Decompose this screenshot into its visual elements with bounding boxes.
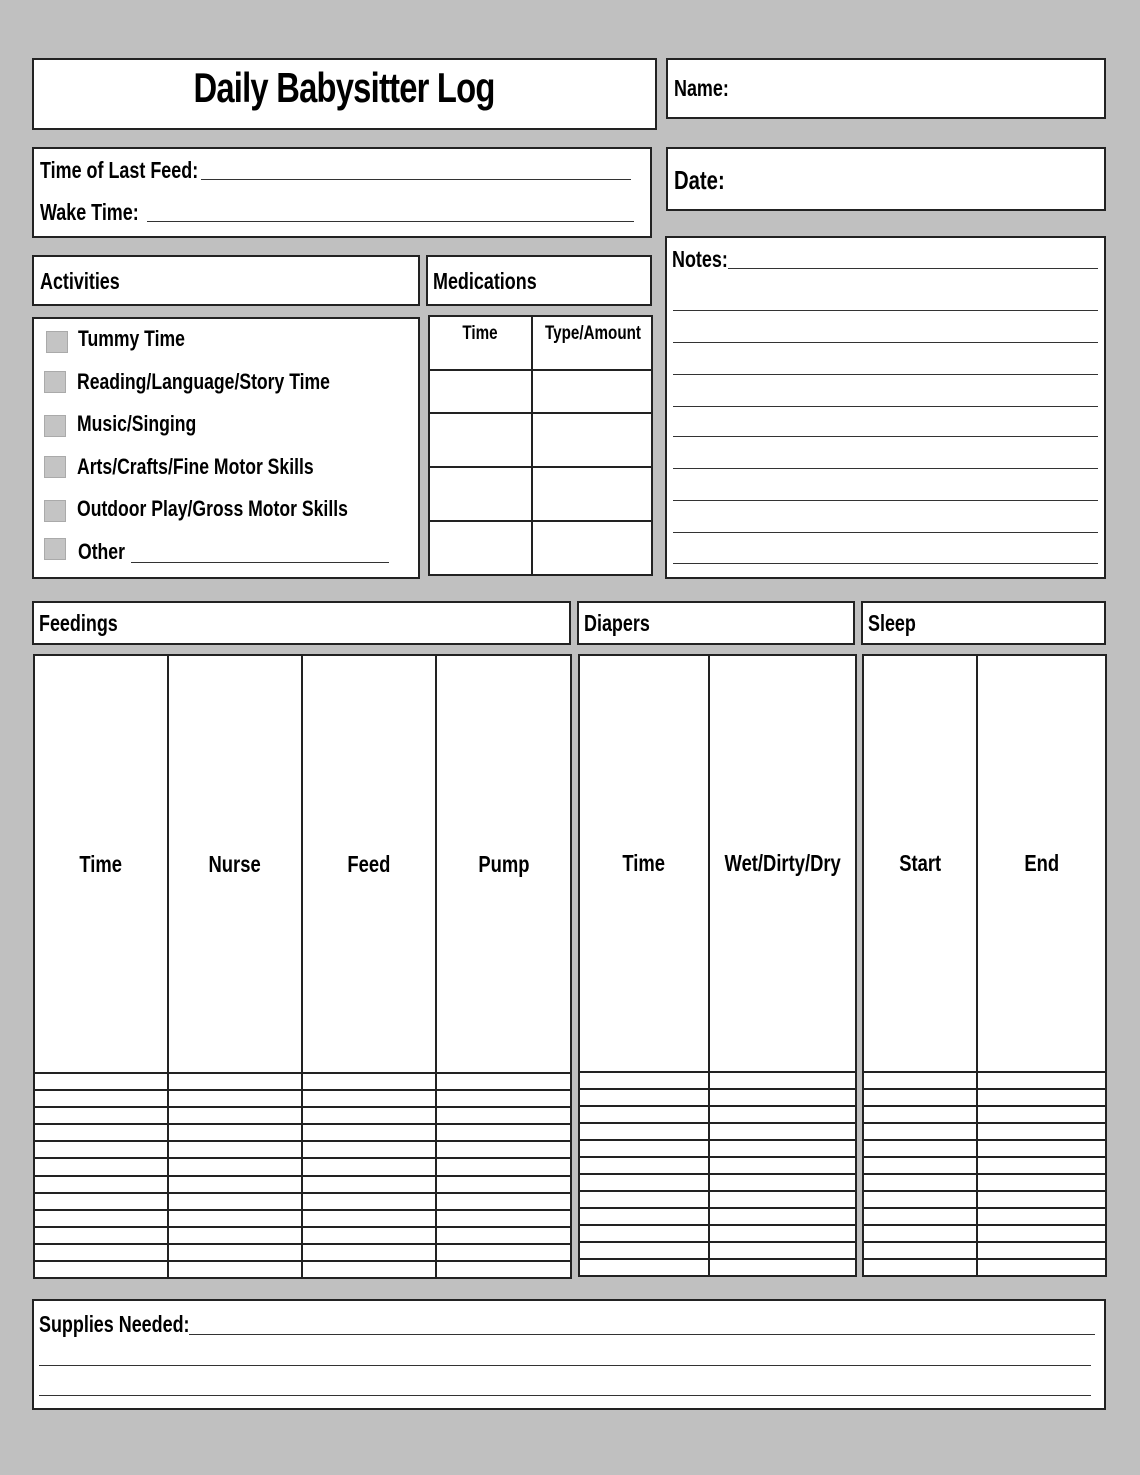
activity-label: Reading/Language/Story Time bbox=[77, 369, 330, 394]
medications-heading-box bbox=[426, 255, 652, 306]
sleep-table bbox=[862, 654, 1107, 1277]
feedings-cell[interactable] bbox=[34, 1227, 168, 1244]
feedings-cell[interactable] bbox=[34, 1158, 168, 1175]
activity-checkbox[interactable] bbox=[44, 500, 66, 522]
notes-line[interactable] bbox=[673, 563, 1098, 564]
diapers-cell[interactable] bbox=[709, 1106, 856, 1123]
sleep-row bbox=[863, 1174, 1106, 1191]
diapers-heading: Diapers bbox=[584, 610, 650, 636]
sleep-row bbox=[863, 1242, 1106, 1259]
sleep-cell[interactable] bbox=[863, 1225, 977, 1242]
supplies-line[interactable] bbox=[189, 1334, 1095, 1335]
notes-line[interactable] bbox=[673, 310, 1098, 311]
sleep-cell[interactable] bbox=[977, 1072, 1106, 1089]
activity-checkbox[interactable] bbox=[44, 371, 66, 393]
feedings-cell[interactable] bbox=[302, 1107, 436, 1124]
sleep-cell[interactable] bbox=[977, 1259, 1106, 1276]
notes-line[interactable] bbox=[728, 268, 1098, 269]
notes-line[interactable] bbox=[673, 374, 1098, 375]
feedings-cell[interactable] bbox=[168, 1141, 302, 1158]
feedings-column-header: Time bbox=[34, 655, 168, 1073]
feedings-row bbox=[34, 1124, 571, 1141]
diapers-row bbox=[579, 1225, 856, 1242]
feedings-cell[interactable] bbox=[168, 1124, 302, 1141]
feedings-row bbox=[34, 1107, 571, 1124]
sleep-cell[interactable] bbox=[977, 1140, 1106, 1157]
diapers-column-header: Time bbox=[579, 655, 709, 1072]
diapers-row bbox=[579, 1174, 856, 1191]
sleep-column-header: Start bbox=[863, 655, 977, 1072]
diapers-cell[interactable] bbox=[579, 1242, 709, 1259]
feedings-cell[interactable] bbox=[302, 1210, 436, 1227]
diapers-cell[interactable] bbox=[709, 1174, 856, 1191]
medications-heading: Medications bbox=[433, 268, 537, 294]
diapers-cell[interactable] bbox=[579, 1123, 709, 1140]
sleep-cell[interactable] bbox=[863, 1157, 977, 1174]
feedings-column-header: Nurse bbox=[168, 655, 302, 1073]
feedings-cell[interactable] bbox=[302, 1193, 436, 1210]
feedings-cell[interactable] bbox=[302, 1244, 436, 1261]
diapers-cell[interactable] bbox=[709, 1208, 856, 1225]
sleep-row bbox=[863, 1259, 1106, 1276]
sleep-column-header: End bbox=[977, 655, 1106, 1072]
supplies-line[interactable] bbox=[39, 1365, 1091, 1366]
diapers-cell[interactable] bbox=[579, 1191, 709, 1208]
medications-cell[interactable] bbox=[532, 467, 652, 521]
medications-column-header: Type/Amount bbox=[532, 316, 652, 370]
notes-box bbox=[665, 236, 1106, 579]
notes-line[interactable] bbox=[673, 468, 1098, 469]
sleep-row bbox=[863, 1225, 1106, 1242]
activity-label: Music/Singing bbox=[77, 411, 197, 436]
feedings-cell[interactable] bbox=[168, 1073, 302, 1090]
other-activity-line[interactable] bbox=[131, 562, 389, 563]
notes-line[interactable] bbox=[673, 406, 1098, 407]
diapers-cell[interactable] bbox=[709, 1072, 856, 1089]
feedings-cell[interactable] bbox=[34, 1210, 168, 1227]
diapers-cell[interactable] bbox=[709, 1140, 856, 1157]
feedings-column-header: Feed bbox=[302, 655, 436, 1073]
sleep-row bbox=[863, 1123, 1106, 1140]
diapers-row bbox=[579, 1140, 856, 1157]
diapers-cell[interactable] bbox=[579, 1089, 709, 1106]
feedings-cell[interactable] bbox=[436, 1107, 571, 1124]
activity-label: Other bbox=[78, 539, 125, 564]
sleep-cell[interactable] bbox=[977, 1242, 1106, 1259]
medications-column-header: Time bbox=[429, 316, 532, 370]
diapers-cell[interactable] bbox=[709, 1089, 856, 1106]
diapers-cell[interactable] bbox=[709, 1123, 856, 1140]
medications-cell[interactable] bbox=[429, 413, 532, 467]
feedings-cell[interactable] bbox=[436, 1158, 571, 1175]
feedings-cell[interactable] bbox=[436, 1141, 571, 1158]
sleep-cell[interactable] bbox=[863, 1174, 977, 1191]
sleep-heading-box bbox=[861, 601, 1106, 645]
feedings-cell[interactable] bbox=[168, 1193, 302, 1210]
feedings-row bbox=[34, 1090, 571, 1107]
feedings-cell[interactable] bbox=[302, 1176, 436, 1193]
sleep-cell[interactable] bbox=[863, 1208, 977, 1225]
feedings-cell[interactable] bbox=[436, 1210, 571, 1227]
feedings-row bbox=[34, 1227, 571, 1244]
wake-time-label: Wake Time: bbox=[40, 199, 139, 225]
feedings-row bbox=[34, 1176, 571, 1193]
diapers-cell[interactable] bbox=[579, 1072, 709, 1089]
feedings-cell[interactable] bbox=[34, 1141, 168, 1158]
sleep-heading: Sleep bbox=[868, 610, 916, 636]
feedings-cell[interactable] bbox=[34, 1193, 168, 1210]
feedings-cell[interactable] bbox=[302, 1090, 436, 1107]
diapers-cell[interactable] bbox=[709, 1191, 856, 1208]
sleep-cell[interactable] bbox=[977, 1106, 1106, 1123]
sleep-row bbox=[863, 1072, 1106, 1089]
feedings-row bbox=[34, 1261, 571, 1278]
feedings-cell[interactable] bbox=[34, 1107, 168, 1124]
wake-time-line[interactable] bbox=[147, 221, 634, 222]
name-box[interactable] bbox=[666, 58, 1106, 119]
supplies-label: Supplies Needed: bbox=[39, 1311, 190, 1337]
notes-label: Notes: bbox=[672, 246, 728, 272]
feedings-cell[interactable] bbox=[436, 1090, 571, 1107]
feedings-row bbox=[34, 1244, 571, 1261]
feedings-cell[interactable] bbox=[168, 1261, 302, 1278]
feedings-cell[interactable] bbox=[302, 1141, 436, 1158]
diapers-row bbox=[579, 1123, 856, 1140]
sleep-row bbox=[863, 1089, 1106, 1106]
feedings-cell[interactable] bbox=[436, 1244, 571, 1261]
feedings-row bbox=[34, 1073, 571, 1090]
last-feed-label: Time of Last Feed: bbox=[40, 157, 199, 183]
sleep-cell[interactable] bbox=[863, 1123, 977, 1140]
feedings-cell[interactable] bbox=[302, 1227, 436, 1244]
medications-cell[interactable] bbox=[429, 370, 532, 413]
feedings-row bbox=[34, 1210, 571, 1227]
feedings-cell[interactable] bbox=[436, 1227, 571, 1244]
activity-checkbox[interactable] bbox=[44, 456, 66, 478]
feedings-cell[interactable] bbox=[34, 1261, 168, 1278]
feedings-cell[interactable] bbox=[34, 1124, 168, 1141]
supplies-line[interactable] bbox=[39, 1395, 1091, 1396]
feedings-cell[interactable] bbox=[168, 1210, 302, 1227]
feedings-cell[interactable] bbox=[302, 1073, 436, 1090]
diapers-cell[interactable] bbox=[579, 1106, 709, 1123]
medications-table bbox=[428, 315, 653, 576]
date-box[interactable] bbox=[666, 147, 1106, 211]
date-label: Date: bbox=[674, 165, 725, 195]
diapers-cell[interactable] bbox=[579, 1157, 709, 1174]
activity-checkbox[interactable] bbox=[46, 331, 68, 353]
medications-cell[interactable] bbox=[429, 521, 532, 575]
medications-cell[interactable] bbox=[532, 413, 652, 467]
diapers-row bbox=[579, 1242, 856, 1259]
feedings-cell[interactable] bbox=[34, 1073, 168, 1090]
diapers-column-header: Wet/Dirty/Dry bbox=[709, 655, 856, 1072]
feedings-table bbox=[33, 654, 572, 1279]
feedings-cell[interactable] bbox=[436, 1073, 571, 1090]
feedings-cell[interactable] bbox=[302, 1124, 436, 1141]
sleep-row bbox=[863, 1208, 1106, 1225]
diapers-heading-box bbox=[577, 601, 855, 645]
activities-heading: Activities bbox=[40, 268, 120, 294]
feedings-cell[interactable] bbox=[436, 1193, 571, 1210]
feedings-cell[interactable] bbox=[168, 1158, 302, 1175]
notes-line[interactable] bbox=[673, 342, 1098, 343]
feedings-row bbox=[34, 1141, 571, 1158]
sleep-cell[interactable] bbox=[863, 1072, 977, 1089]
sleep-cell[interactable] bbox=[977, 1208, 1106, 1225]
activity-checkbox[interactable] bbox=[44, 415, 66, 437]
feedings-cell[interactable] bbox=[34, 1090, 168, 1107]
sleep-cell[interactable] bbox=[977, 1157, 1106, 1174]
medications-cell[interactable] bbox=[429, 467, 532, 521]
feedings-row bbox=[34, 1158, 571, 1175]
diapers-cell[interactable] bbox=[579, 1140, 709, 1157]
sleep-row bbox=[863, 1157, 1106, 1174]
sleep-row bbox=[863, 1140, 1106, 1157]
feedings-row bbox=[34, 1193, 571, 1210]
feedings-cell[interactable] bbox=[168, 1244, 302, 1261]
medications-cell[interactable] bbox=[532, 521, 652, 575]
notes-line[interactable] bbox=[673, 500, 1098, 501]
activities-heading-box bbox=[32, 255, 420, 306]
diapers-cell[interactable] bbox=[709, 1242, 856, 1259]
diapers-row bbox=[579, 1072, 856, 1089]
feedings-cell[interactable] bbox=[168, 1107, 302, 1124]
feedings-cell[interactable] bbox=[168, 1090, 302, 1107]
feedings-column-header: Pump bbox=[436, 655, 571, 1073]
feedings-cell[interactable] bbox=[168, 1227, 302, 1244]
diapers-row bbox=[579, 1191, 856, 1208]
sleep-cell[interactable] bbox=[977, 1089, 1106, 1106]
notes-line[interactable] bbox=[673, 532, 1098, 533]
title-box bbox=[32, 58, 657, 130]
last-feed-line[interactable] bbox=[201, 179, 631, 180]
diapers-row bbox=[579, 1106, 856, 1123]
sleep-row bbox=[863, 1191, 1106, 1208]
sleep-cell[interactable] bbox=[863, 1242, 977, 1259]
diapers-table bbox=[578, 654, 857, 1277]
activity-checkbox[interactable] bbox=[44, 538, 66, 560]
feed-wake-box bbox=[32, 147, 652, 238]
sleep-cell[interactable] bbox=[977, 1225, 1106, 1242]
activities-list-box bbox=[32, 317, 420, 579]
diapers-cell[interactable] bbox=[709, 1157, 856, 1174]
sleep-cell[interactable] bbox=[863, 1259, 977, 1276]
feedings-cell[interactable] bbox=[302, 1261, 436, 1278]
feedings-cell[interactable] bbox=[302, 1158, 436, 1175]
feedings-heading-box bbox=[32, 601, 571, 645]
page-title: Daily Babysitter Log bbox=[193, 64, 496, 111]
sleep-cell[interactable] bbox=[977, 1191, 1106, 1208]
feedings-cell[interactable] bbox=[34, 1244, 168, 1261]
activity-label: Outdoor Play/Gross Motor Skills bbox=[77, 496, 348, 521]
diapers-cell[interactable] bbox=[579, 1225, 709, 1242]
sleep-cell[interactable] bbox=[863, 1106, 977, 1123]
diapers-cell[interactable] bbox=[709, 1259, 856, 1276]
diapers-row bbox=[579, 1089, 856, 1106]
feedings-cell[interactable] bbox=[436, 1176, 571, 1193]
sleep-cell[interactable] bbox=[863, 1140, 977, 1157]
diapers-row bbox=[579, 1259, 856, 1276]
diapers-cell[interactable] bbox=[579, 1259, 709, 1276]
notes-line[interactable] bbox=[673, 436, 1098, 437]
feedings-cell[interactable] bbox=[34, 1176, 168, 1193]
supplies-box bbox=[32, 1299, 1106, 1410]
sleep-row bbox=[863, 1106, 1106, 1123]
sleep-cell[interactable] bbox=[863, 1191, 977, 1208]
sleep-cell[interactable] bbox=[977, 1123, 1106, 1140]
diapers-row bbox=[579, 1157, 856, 1174]
activity-label: Arts/Crafts/Fine Motor Skills bbox=[77, 454, 314, 479]
diapers-row bbox=[579, 1208, 856, 1225]
diapers-cell[interactable] bbox=[579, 1208, 709, 1225]
diapers-cell[interactable] bbox=[579, 1174, 709, 1191]
sleep-cell[interactable] bbox=[863, 1089, 977, 1106]
activity-label: Tummy Time bbox=[78, 326, 185, 351]
sleep-cell[interactable] bbox=[977, 1174, 1106, 1191]
name-label: Name: bbox=[674, 75, 729, 101]
diapers-cell[interactable] bbox=[709, 1225, 856, 1242]
feedings-cell[interactable] bbox=[436, 1261, 571, 1278]
medications-cell[interactable] bbox=[532, 370, 652, 413]
feedings-cell[interactable] bbox=[436, 1124, 571, 1141]
feedings-heading: Feedings bbox=[39, 610, 118, 636]
feedings-cell[interactable] bbox=[168, 1176, 302, 1193]
